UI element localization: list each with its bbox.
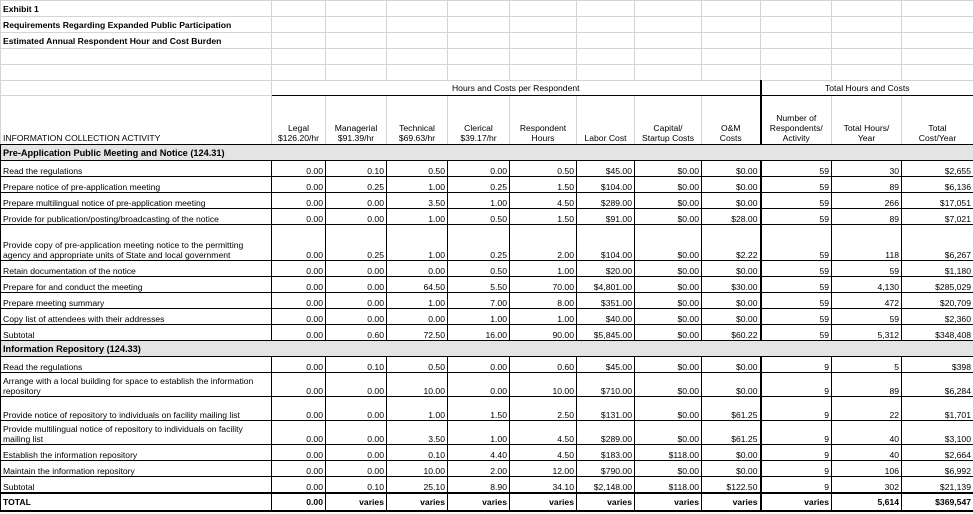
clerical-cell: 0.50	[448, 209, 510, 225]
section-title: Pre-Application Public Meeting and Notice (124.31)	[1, 145, 973, 161]
activity-cell: Provide copy of pre-application meeting notice to the permitting agency and appropriate units of State and local government	[1, 225, 272, 261]
labor-cost-cell: $183.00	[577, 445, 635, 461]
total-hours-cell: 40	[832, 421, 902, 445]
clerical-cell: 5.50	[448, 277, 510, 293]
resp-hours-cell: 2.00	[510, 225, 577, 261]
activity-cell: Prepare multilingual notice of pre-application meeting	[1, 193, 272, 209]
managerial-cell: 0.00	[326, 397, 387, 421]
resp-hours-cell: 0.50	[510, 161, 577, 177]
table-row	[1, 373, 973, 397]
legal-cell: 0.00	[272, 161, 326, 177]
total-hours-cell: 5,312	[832, 325, 902, 341]
table-row	[1, 225, 973, 261]
clerical-cell: 0.25	[448, 177, 510, 193]
exhibit-label: Exhibit 1	[1, 1, 272, 17]
total-om: varies	[702, 493, 761, 511]
header-activity: INFORMATION COLLECTION ACTIVITY	[1, 96, 272, 145]
clerical-cell: 0.00	[448, 357, 510, 373]
technical-cell: 1.00	[387, 209, 448, 225]
clerical-cell: 1.00	[448, 193, 510, 209]
technical-cell: 3.50	[387, 193, 448, 209]
total-clerical: varies	[448, 493, 510, 511]
total-cost-cell: $1,701	[902, 397, 973, 421]
total-cost-cell: $21,139	[902, 477, 973, 494]
total-cost-cell: $398	[902, 357, 973, 373]
labor-cost-cell: $45.00	[577, 161, 635, 177]
managerial-cell: 0.00	[326, 445, 387, 461]
num-resp-cell: 59	[761, 277, 832, 293]
exhibit-title: Requirements Regarding Expanded Public Participation	[1, 17, 272, 33]
header-legal: Legal $126.20/hr	[272, 96, 326, 145]
labor-cost-cell: $20.00	[577, 261, 635, 277]
legal-cell: 0.00	[272, 209, 326, 225]
managerial-cell: 0.00	[326, 309, 387, 325]
managerial-cell: 0.00	[326, 461, 387, 477]
resp-hours-cell: 2.50	[510, 397, 577, 421]
legal-cell: 0.00	[272, 193, 326, 209]
capital-cell: $118.00	[635, 477, 702, 494]
capital-cell: $0.00	[635, 461, 702, 477]
activity-cell: Arrange with a local building for space to establish the information repository	[1, 373, 272, 397]
technical-cell: 10.00	[387, 461, 448, 477]
managerial-cell: 0.00	[326, 421, 387, 445]
capital-cell: $0.00	[635, 293, 702, 309]
activity-cell: Subtotal	[1, 477, 272, 494]
total-hours-cell: 472	[832, 293, 902, 309]
table-row	[1, 209, 973, 225]
managerial-cell: 0.00	[326, 193, 387, 209]
legal-cell: 0.00	[272, 261, 326, 277]
num-resp-cell: 59	[761, 177, 832, 193]
capital-cell: $118.00	[635, 445, 702, 461]
om-cell: $2.22	[702, 225, 761, 261]
clerical-cell: 1.50	[448, 397, 510, 421]
legal-cell: 0.00	[272, 293, 326, 309]
header-num-resp: Number of Respondents/ Activity	[761, 96, 832, 145]
total-hours-cell: 30	[832, 161, 902, 177]
labor-cost-cell: $91.00	[577, 209, 635, 225]
resp-hours-cell: 8.00	[510, 293, 577, 309]
om-cell: $60.22	[702, 325, 761, 341]
total-managerial: varies	[326, 493, 387, 511]
section-title: Information Repository (124.33)	[1, 341, 973, 357]
capital-cell: $0.00	[635, 161, 702, 177]
total-hours-cell: 40	[832, 445, 902, 461]
table-row	[1, 177, 973, 193]
clerical-cell: 16.00	[448, 325, 510, 341]
resp-hours-cell: 4.50	[510, 421, 577, 445]
labor-cost-cell: $104.00	[577, 225, 635, 261]
om-cell: $0.00	[702, 161, 761, 177]
capital-cell: $0.00	[635, 357, 702, 373]
technical-cell: 64.50	[387, 277, 448, 293]
legal-cell: 0.00	[272, 461, 326, 477]
clerical-cell: 0.50	[448, 261, 510, 277]
total-hours-cell: 4,130	[832, 277, 902, 293]
resp-hours-cell: 10.00	[510, 373, 577, 397]
total-hours-cell: 89	[832, 373, 902, 397]
managerial-cell: 0.00	[326, 209, 387, 225]
resp-hours-cell: 34.10	[510, 477, 577, 494]
technical-cell: 0.10	[387, 445, 448, 461]
activity-cell: Provide multilingual notice of repository to individuals on facility mailing list	[1, 421, 272, 445]
capital-cell: $0.00	[635, 261, 702, 277]
header-clerical: Clerical $39.17/hr	[448, 96, 510, 145]
labor-cost-cell: $790.00	[577, 461, 635, 477]
total-label: TOTAL	[1, 493, 272, 511]
clerical-cell: 1.00	[448, 309, 510, 325]
total-cost-cell: $2,655	[902, 161, 973, 177]
total-row	[1, 493, 973, 511]
total-cost-cell: $6,267	[902, 225, 973, 261]
om-cell: $0.00	[702, 357, 761, 373]
om-cell: $28.00	[702, 209, 761, 225]
table-row	[1, 261, 973, 277]
legal-cell: 0.00	[272, 277, 326, 293]
capital-cell: $0.00	[635, 193, 702, 209]
activity-cell: Prepare for and conduct the meeting	[1, 277, 272, 293]
total-cost-cell: $1,180	[902, 261, 973, 277]
labor-cost-cell: $289.00	[577, 193, 635, 209]
clerical-cell: 2.00	[448, 461, 510, 477]
table-row	[1, 445, 973, 461]
num-resp-cell: 9	[761, 445, 832, 461]
labor-cost-cell: $131.00	[577, 397, 635, 421]
table-row	[1, 161, 973, 177]
total-cost-cell: $17,051	[902, 193, 973, 209]
activity-cell: Prepare meeting summary	[1, 293, 272, 309]
header-resp-hours: Respondent Hours	[510, 96, 577, 145]
total-hours-cell: 266	[832, 193, 902, 209]
clerical-cell: 8.90	[448, 477, 510, 494]
resp-hours-cell: 4.50	[510, 193, 577, 209]
header-technical: Technical $69.63/hr	[387, 96, 448, 145]
num-resp-cell: 59	[761, 261, 832, 277]
legal-cell: 0.00	[272, 397, 326, 421]
total-hours-cell: 5	[832, 357, 902, 373]
total-cost-cell: $2,664	[902, 445, 973, 461]
om-cell: $0.00	[702, 177, 761, 193]
clerical-cell: 0.25	[448, 225, 510, 261]
resp-hours-cell: 0.60	[510, 357, 577, 373]
num-resp-cell: 9	[761, 477, 832, 494]
activity-cell: Provide for publication/posting/broadcasting of the notice	[1, 209, 272, 225]
om-cell: $0.00	[702, 461, 761, 477]
total-cost-cell: $6,136	[902, 177, 973, 193]
managerial-cell: 0.25	[326, 225, 387, 261]
technical-cell: 0.00	[387, 309, 448, 325]
total-cost-cell: $348,408	[902, 325, 973, 341]
managerial-cell: 0.00	[326, 277, 387, 293]
table-row	[1, 357, 973, 373]
labor-cost-cell: $45.00	[577, 357, 635, 373]
technical-cell: 1.00	[387, 293, 448, 309]
total-capital: varies	[635, 493, 702, 511]
group-header-totals: Total Hours and Costs	[761, 81, 973, 96]
capital-cell: $0.00	[635, 209, 702, 225]
legal-cell: 0.00	[272, 373, 326, 397]
labor-cost-cell: $710.00	[577, 373, 635, 397]
num-resp-cell: 59	[761, 161, 832, 177]
num-resp-cell: 9	[761, 373, 832, 397]
exhibit-subtitle: Estimated Annual Respondent Hour and Cost Burden	[1, 33, 272, 49]
total-hours-cell: 89	[832, 177, 902, 193]
capital-cell: $0.00	[635, 325, 702, 341]
table-row	[1, 397, 973, 421]
clerical-cell: 0.00	[448, 373, 510, 397]
total-total-hours: 5,614	[832, 493, 902, 511]
capital-cell: $0.00	[635, 277, 702, 293]
activity-cell: Prepare notice of pre-application meeting	[1, 177, 272, 193]
activity-cell: Read the regulations	[1, 161, 272, 177]
table-row	[1, 461, 973, 477]
activity-cell: Subtotal	[1, 325, 272, 341]
total-resp-hours: varies	[510, 493, 577, 511]
table-row	[1, 421, 973, 445]
total-hours-cell: 106	[832, 461, 902, 477]
managerial-cell: 0.10	[326, 357, 387, 373]
header-om: O&M Costs	[702, 96, 761, 145]
total-cost-cell: $7,021	[902, 209, 973, 225]
total-num-resp: varies	[761, 493, 832, 511]
labor-cost-cell: $4,801.00	[577, 277, 635, 293]
total-legal: 0.00	[272, 493, 326, 511]
clerical-cell: 7.00	[448, 293, 510, 309]
managerial-cell: 0.25	[326, 177, 387, 193]
total-hours-cell: 89	[832, 209, 902, 225]
legal-cell: 0.00	[272, 421, 326, 445]
managerial-cell: 0.60	[326, 325, 387, 341]
num-resp-cell: 59	[761, 293, 832, 309]
group-header-hours-costs: Hours and Costs per Respondent	[272, 81, 761, 96]
technical-cell: 1.00	[387, 397, 448, 421]
capital-cell: $0.00	[635, 225, 702, 261]
header-labor-cost: Labor Cost	[577, 96, 635, 145]
labor-cost-cell: $104.00	[577, 177, 635, 193]
labor-cost-cell: $2,148.00	[577, 477, 635, 494]
resp-hours-cell: 70.00	[510, 277, 577, 293]
activity-cell: Establish the information repository	[1, 445, 272, 461]
technical-cell: 25.10	[387, 477, 448, 494]
num-resp-cell: 9	[761, 357, 832, 373]
capital-cell: $0.00	[635, 177, 702, 193]
num-resp-cell: 59	[761, 225, 832, 261]
legal-cell: 0.00	[272, 177, 326, 193]
num-resp-cell: 59	[761, 209, 832, 225]
resp-hours-cell: 1.00	[510, 309, 577, 325]
total-cost-cell: $285,029	[902, 277, 973, 293]
managerial-cell: 0.00	[326, 293, 387, 309]
om-cell: $61.25	[702, 421, 761, 445]
labor-cost-cell: $40.00	[577, 309, 635, 325]
technical-cell: 1.00	[387, 225, 448, 261]
num-resp-cell: 59	[761, 325, 832, 341]
legal-cell: 0.00	[272, 325, 326, 341]
om-cell: $61.25	[702, 397, 761, 421]
header-total-cost: Total Cost/Year	[902, 96, 973, 145]
resp-hours-cell: 1.00	[510, 261, 577, 277]
legal-cell: 0.00	[272, 309, 326, 325]
total-labor-cost: varies	[577, 493, 635, 511]
num-resp-cell: 9	[761, 397, 832, 421]
om-cell: $0.00	[702, 193, 761, 209]
activity-cell: Read the regulations	[1, 357, 272, 373]
table-row	[1, 293, 973, 309]
resp-hours-cell: 12.00	[510, 461, 577, 477]
total-cost-cell: $6,284	[902, 373, 973, 397]
header-managerial: Managerial $91.39/hr	[326, 96, 387, 145]
technical-cell: 0.50	[387, 357, 448, 373]
technical-cell: 72.50	[387, 325, 448, 341]
om-cell: $0.00	[702, 309, 761, 325]
om-cell: $0.00	[702, 445, 761, 461]
legal-cell: 0.00	[272, 477, 326, 494]
total-hours-cell: 302	[832, 477, 902, 494]
header-capital: Capital/ Startup Costs	[635, 96, 702, 145]
total-cost-cell: $6,992	[902, 461, 973, 477]
resp-hours-cell: 90.00	[510, 325, 577, 341]
subtotal-row	[1, 325, 973, 341]
total-cost-cell: $20,709	[902, 293, 973, 309]
resp-hours-cell: 1.50	[510, 177, 577, 193]
num-resp-cell: 59	[761, 193, 832, 209]
table-row	[1, 193, 973, 209]
technical-cell: 0.50	[387, 161, 448, 177]
resp-hours-cell: 1.50	[510, 209, 577, 225]
total-hours-cell: 22	[832, 397, 902, 421]
managerial-cell: 0.10	[326, 477, 387, 494]
total-hours-cell: 59	[832, 261, 902, 277]
total-cost-cell: $3,100	[902, 421, 973, 445]
capital-cell: $0.00	[635, 397, 702, 421]
activity-cell: Maintain the information repository	[1, 461, 272, 477]
technical-cell: 3.50	[387, 421, 448, 445]
total-cost-cell: $2,360	[902, 309, 973, 325]
num-resp-cell: 59	[761, 309, 832, 325]
technical-cell: 0.00	[387, 261, 448, 277]
capital-cell: $0.00	[635, 421, 702, 445]
technical-cell: 10.00	[387, 373, 448, 397]
table-row	[1, 309, 973, 325]
activity-cell: Copy list of attendees with their addresses	[1, 309, 272, 325]
header-total-hours: Total Hours/ Year	[832, 96, 902, 145]
subtotal-row	[1, 477, 973, 494]
activity-cell: Retain documentation of the notice	[1, 261, 272, 277]
legal-cell: 0.00	[272, 357, 326, 373]
clerical-cell: 0.00	[448, 161, 510, 177]
om-cell: $0.00	[702, 293, 761, 309]
om-cell: $0.00	[702, 373, 761, 397]
labor-cost-cell: $351.00	[577, 293, 635, 309]
total-total-cost: $369,547	[902, 493, 973, 511]
technical-cell: 1.00	[387, 177, 448, 193]
table-row	[1, 277, 973, 293]
resp-hours-cell: 4.50	[510, 445, 577, 461]
capital-cell: $0.00	[635, 373, 702, 397]
labor-cost-cell: $289.00	[577, 421, 635, 445]
legal-cell: 0.00	[272, 445, 326, 461]
clerical-cell: 4.40	[448, 445, 510, 461]
num-resp-cell: 9	[761, 421, 832, 445]
labor-cost-cell: $5,845.00	[577, 325, 635, 341]
activity-cell: Provide notice of repository to individuals on facility mailing list	[1, 397, 272, 421]
clerical-cell: 1.00	[448, 421, 510, 445]
num-resp-cell: 9	[761, 461, 832, 477]
managerial-cell: 0.00	[326, 261, 387, 277]
capital-cell: $0.00	[635, 309, 702, 325]
legal-cell: 0.00	[272, 225, 326, 261]
managerial-cell: 0.10	[326, 161, 387, 177]
total-hours-cell: 59	[832, 309, 902, 325]
total-hours-cell: 118	[832, 225, 902, 261]
om-cell: $30.00	[702, 277, 761, 293]
managerial-cell: 0.00	[326, 373, 387, 397]
om-cell: $0.00	[702, 261, 761, 277]
total-technical: varies	[387, 493, 448, 511]
om-cell: $122.50	[702, 477, 761, 494]
